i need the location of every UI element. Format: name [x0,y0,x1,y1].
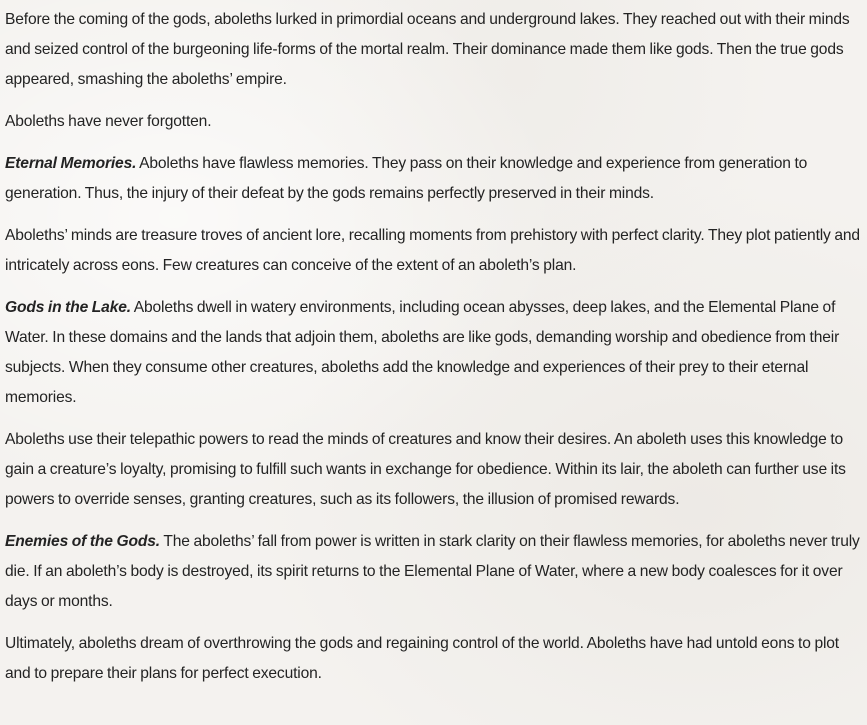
paragraph-text: Aboleths have flawless memories. They pass on their knowledge and experience from generation to generation. Thus, the injury of their defeat by the gods remains perfectly preserved in their minds. [5,155,808,202]
article-body [5,5,861,701]
paragraph-text: Aboleths use their telepathic powers to read the minds of creatures and know their desires. An aboleth uses this knowledge to gain a creature’s loyalty, promising to fulfill such wants in exchange for obedience. Within its lair, the aboleth can further use its powers to override senses, granting creatures, such as its followers, the illusion of promised rewards. [5,431,846,508]
paragraph-gods-in-the-lake [5,293,861,413]
paragraph-origins [5,5,861,95]
paragraph-telepathy [5,425,861,515]
paragraph-eternal-memories [5,149,861,209]
paragraph-text: Aboleths dwell in watery environments, including ocean abysses, deep lakes, and the Elemental Plane of Water. In these domains and the lands that adjoin them, aboleths are like gods, demanding worship and obedience from their subjects. When they consume other creatures, aboleths add the knowledge and experiences of their prey to their eternal memories. [5,299,840,406]
paragraph-lead-heading: Gods in the Lake. [5,299,131,316]
paragraph-lead-heading: Eternal Memories. [5,155,137,172]
paragraph-text: Ultimately, aboleths dream of overthrowing the gods and regaining control of the world. Aboleths have had untold eons to plot and to prepare their plans for perfect execution. [5,635,839,682]
paragraph-text: Aboleths’ minds are treasure troves of ancient lore, recalling moments from prehistory with perfect clarity. They plot patiently and intricately across eons. Few creatures can conceive of the extent of an aboleth’s plan. [5,227,860,274]
paragraph-never-forgotten [5,107,861,137]
paragraph-enemies-of-the-gods [5,527,861,617]
paragraph-text: The aboleths’ fall from power is written in stark clarity on their flawless memories, for aboleths never truly die. If an aboleth’s body is destroyed, its spirit returns to the Elemental Plane of Water, where a new body coalesces for it over days or months. [5,533,860,610]
paragraph-text: Before the coming of the gods, aboleths lurked in primordial oceans and underground lakes. They reached out with their minds and seized control of the burgeoning life-forms of the mortal realm. Their dominance made them like gods. Then the true gods appeared, smashing the aboleths’ empire. [5,11,850,88]
paragraph-lead-heading: Enemies of the Gods. [5,533,160,550]
paragraph-text: Aboleths have never forgotten. [5,113,212,130]
paragraph-ancient-lore [5,221,861,281]
paragraph-ultimate-dream [5,629,861,689]
